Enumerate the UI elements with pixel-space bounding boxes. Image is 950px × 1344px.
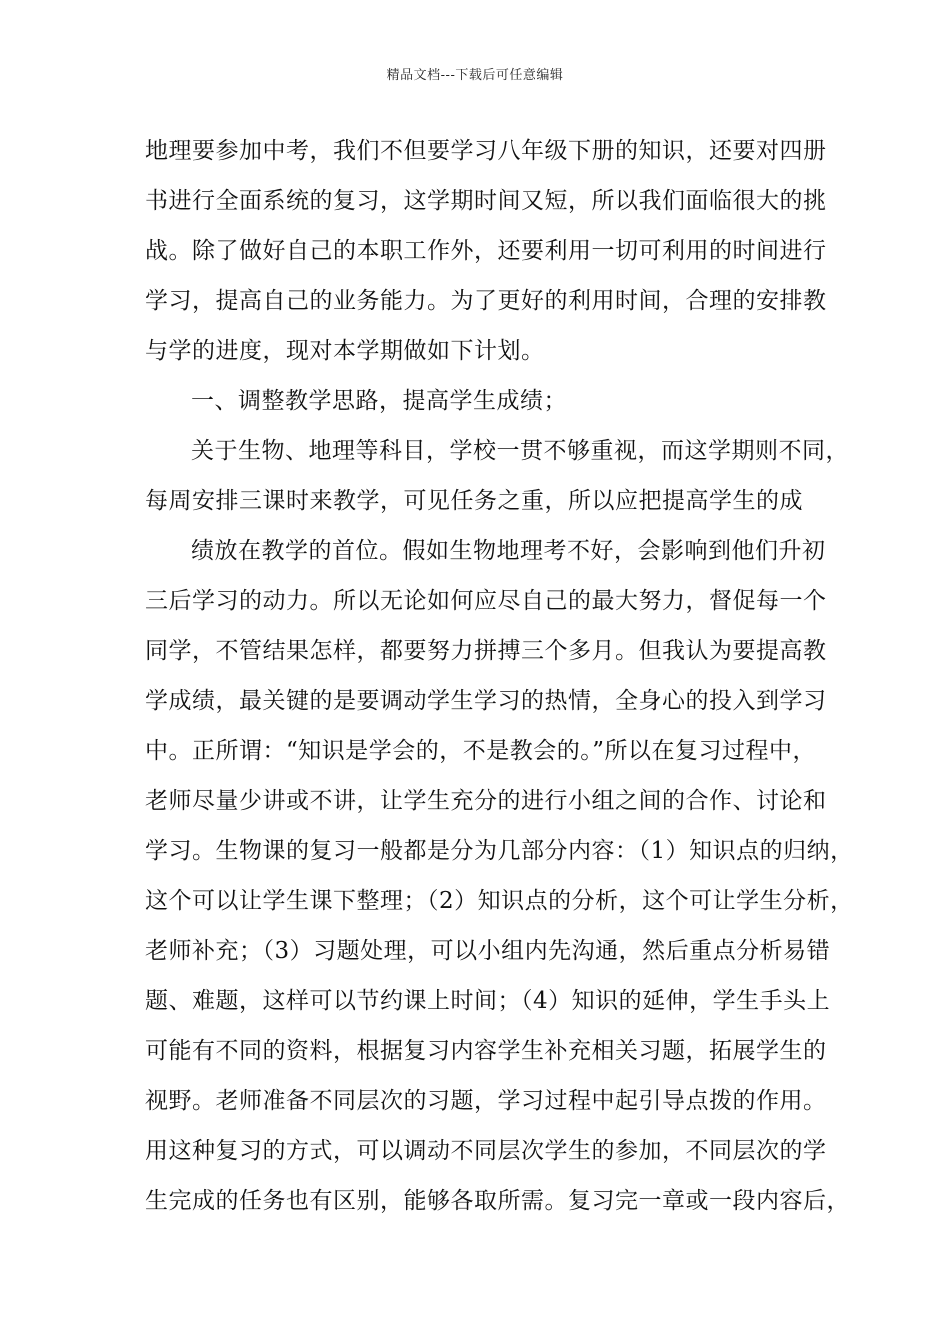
text-line: 与学的进度，现对本学期做如下计划。 [145,338,545,364]
text-line: 中。正所谓：“知识是学会的，不是教会的。”所以在复习过程中， [145,738,817,764]
document-body [145,126,854,1226]
text-line: 学习，提高自己的业务能力。为了更好的利用时间，合理的安排教 [145,288,827,314]
text-line: 可能有不同的资料，根据复习内容学生补充相关习题，拓展学生的 [145,1038,827,1064]
text-line: 这个可以让学生课下整理；（2）知识点的分析，这个可让学生分析， [145,888,854,914]
text-line: 绩放在教学的首位。假如生物地理考不好，会影响到他们升初 [191,538,826,564]
text-line: 老师补充；（3）习题处理，可以小组内先沟通，然后重点分析易错 [145,938,831,964]
text-line: 关于生物、地理等科目，学校一贯不够重视，而这学期则不同， [191,438,849,464]
text-line: 战。除了做好自己的本职工作外，还要利用一切可利用的时间进行 [145,238,827,264]
text-line: 每周安排三课时来教学，可见任务之重，所以应把提高学生的成 [145,488,803,514]
text-line: 地理要参加中考，我们不但要学习八年级下册的知识，还要对四册 [145,138,827,164]
text-line: 用这种复习的方式，可以调动不同层次学生的参加，不同层次的学 [145,1138,827,1164]
text-line: 视野。老师准备不同层次的习题，学习过程中起引导点拨的作用。 [145,1088,827,1114]
page-header: 精品文档---下载后可任意编辑 [386,68,564,83]
text-line: 老师尽量少讲或不讲，让学生充分的进行小组之间的合作、讨论和 [145,788,827,814]
text-line: 三后学习的动力。所以无论如何应尽自己的最大努力，督促每一个 [145,588,827,614]
section-heading: 一、调整教学思路，提高学生成绩； [191,388,567,414]
text-line: 书进行全面系统的复习，这学期时间又短，所以我们面临很大的挑 [145,188,827,214]
text-line: 学成绩，最关键的是要调动学生学习的热情，全身心的投入到学习 [145,688,827,714]
text-line: 题、难题，这样可以节约课上时间；（4）知识的延伸，学生手头上 [145,988,831,1014]
text-line: 同学，不管结果怎样，都要努力拼搏三个多月。但我认为要提高教 [145,638,827,664]
text-line: 生完成的任务也有区别，能够各取所需。复习完一章或一段内容后， [145,1188,850,1214]
text-line: 学习。生物课的复习一般都是分为几部分内容：（1）知识点的归纳， [145,838,854,864]
